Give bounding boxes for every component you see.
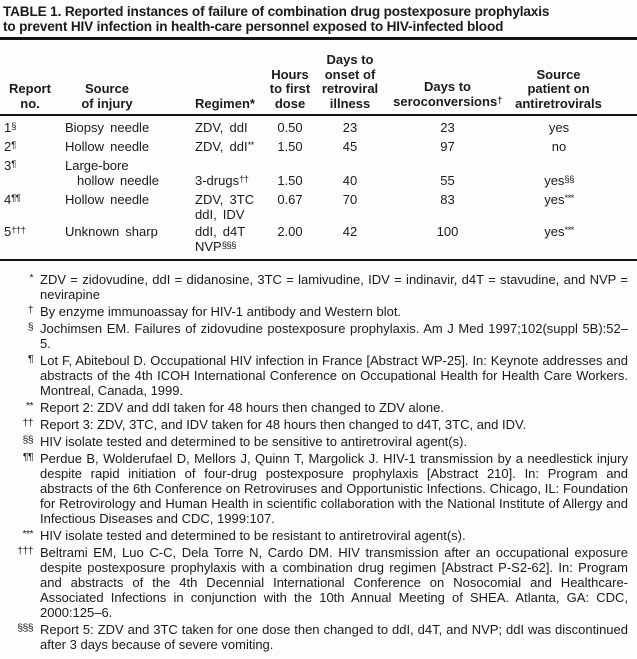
cell-line: 55 — [440, 173, 455, 188]
footnote-reference: ¶ — [11, 159, 16, 170]
table-cell — [265, 223, 315, 260]
cell-line: antiretrovirals — [515, 95, 602, 111]
cell-line: 2.00 — [277, 224, 303, 239]
table-row — [0, 191, 637, 223]
footnote-text: HIV isolate tested and determined to be sensitive to antiretroviral agent(s). — [40, 434, 468, 449]
footnote-marker: * — [29, 272, 33, 284]
column-header-days-to-seroconversion — [385, 40, 510, 115]
table-row — [0, 115, 637, 138]
footnote-reference: †† — [239, 174, 249, 185]
footnote-item — [0, 417, 637, 432]
table-cell — [188, 157, 265, 191]
cell-line: Regimen* — [195, 95, 255, 111]
table-cell — [0, 157, 60, 191]
footnote-reference: *** — [564, 225, 574, 236]
table-cell — [385, 115, 510, 138]
footnote-item — [0, 528, 637, 543]
cell-line: yes§§ — [544, 173, 574, 188]
cell-line — [511, 158, 607, 173]
footnote-marker: ¶¶ — [22, 451, 33, 463]
column-header-regimen — [188, 40, 265, 115]
table-cell — [265, 157, 315, 191]
cell-line: Hollow needle — [65, 192, 150, 207]
table-cell — [510, 191, 637, 223]
cell-line: ZDV, ddI** — [195, 139, 254, 154]
table-cell — [265, 138, 315, 157]
cell-line: 1.50 — [277, 173, 303, 188]
cell-line: no — [551, 139, 567, 154]
cell-line: hollow needle — [77, 173, 160, 188]
table-cell — [60, 157, 188, 191]
table-cell — [0, 138, 60, 157]
footnote-reference: *** — [564, 193, 574, 204]
footnote-text: Perdue B, Wolderufael D, Mellors J, Quinn T, Margolick J. HIV-1 transmission by a needlestick injury despite rapid initiation of four-drug postexposure prophylaxis [Abstract 210]. In: Program and abstracts of the 6th Conference on Retroviruses and Opportunistic Infections. Chicago, IL: Foundation for Retrovirology and Human Health in scientific collaboration with the National Institute of Allergy and Infectious Diseases and CDC, 1999:107. — [40, 451, 628, 526]
cell-line: 23 — [342, 120, 358, 135]
column-header-source-patient — [510, 40, 637, 115]
cell-line: Hours — [271, 66, 309, 82]
cell-line: Days to — [326, 52, 374, 67]
cell-line: 83 — [440, 192, 455, 207]
cell-line: 3-drugs†† — [195, 173, 249, 188]
cell-line: 0.50 — [277, 120, 303, 135]
footnote-item — [0, 545, 637, 620]
table-cell — [60, 138, 188, 157]
cell-line: 1§ — [4, 120, 16, 135]
footnote-reference: † — [497, 94, 502, 106]
footnote-text: Lot F, Abiteboul D. Occupational HIV infection in France [Abstract WP-25]. In: Keynote addresses and abstracts of the 4th ICOH International Conference on Occupational Health for Health Care Workers. Montreal, Canada, 1999. — [40, 353, 628, 398]
column-header-source-of-injury — [60, 40, 188, 115]
cell-line: patient on — [527, 81, 590, 96]
cell-line: 40 — [342, 173, 358, 188]
table-cell — [60, 191, 188, 223]
footnote-marker: §§§ — [17, 622, 33, 634]
cell-line: 5††† — [4, 224, 26, 239]
cell-line — [195, 158, 264, 173]
cell-line: ddI, d4T — [195, 224, 246, 239]
table-cell — [315, 191, 385, 223]
table-cell — [315, 115, 385, 138]
cell-line: dose — [274, 95, 306, 111]
cell-line: 1.50 — [277, 139, 303, 154]
cell-line: seroconversions† — [393, 93, 502, 109]
table-title — [0, 0, 637, 34]
footnote-reference: §§§ — [221, 240, 236, 251]
cell-line: 45 — [342, 139, 358, 154]
table-cell — [0, 191, 60, 223]
footnote-marker: ††† — [17, 545, 33, 557]
footnote-marker: § — [27, 321, 33, 333]
table-row — [0, 138, 637, 157]
footnote-marker: † — [27, 304, 33, 316]
cell-line: 42 — [342, 224, 358, 239]
pep-failures-table — [0, 40, 637, 261]
footnote-text: By enzyme immunoassay for HIV-1 antibody and Western blot. — [40, 304, 402, 319]
footnote-marker: ** — [26, 400, 33, 412]
table-cell — [188, 223, 265, 260]
cell-line: 100 — [436, 224, 459, 239]
cell-line — [386, 158, 509, 173]
footnote-reference: ** — [247, 140, 254, 151]
footnote-item — [0, 434, 637, 449]
footnote-reference: ††† — [11, 225, 26, 236]
cell-line: Source — [536, 66, 581, 82]
cell-line: ZDV, ddI — [195, 120, 248, 135]
cell-line: Report — [9, 81, 51, 96]
footnote-reference: ¶¶ — [11, 193, 21, 204]
cell-line: 2¶ — [4, 139, 16, 154]
table-row — [0, 157, 637, 191]
column-header-hours-to-first-dose — [265, 40, 315, 115]
table-cell — [60, 115, 188, 138]
table-cell — [188, 138, 265, 157]
cell-line — [266, 158, 314, 173]
footnote-reference: §§ — [564, 174, 574, 185]
footnote-text: Jochimsen EM. Failures of zidovudine postexposure prophylaxis. Am J Med 1997;102(suppl 5B):52–5. — [40, 321, 628, 351]
table-cell — [60, 223, 188, 260]
cell-line: no. — [20, 95, 40, 111]
cell-line: illness — [329, 95, 371, 111]
table-cell — [0, 223, 60, 260]
footnote-item — [0, 622, 637, 652]
cell-line: Source — [84, 81, 130, 96]
table-cell — [385, 138, 510, 157]
footnote-text: HIV isolate tested and determined to be resistant to antiretroviral agent(s). — [40, 528, 466, 543]
cell-line: yes*** — [544, 192, 574, 207]
footnote-item — [0, 304, 637, 319]
cell-line: yes — [548, 120, 570, 135]
table-cell — [265, 115, 315, 138]
cell-line: 70 — [342, 192, 358, 207]
table-header — [0, 40, 637, 115]
table-cell — [265, 191, 315, 223]
cell-line: Biopsy needle — [65, 120, 150, 135]
table-cell — [510, 157, 637, 191]
footnote-item — [0, 451, 637, 526]
table-cell — [385, 191, 510, 223]
table-cell — [510, 138, 637, 157]
footnote-item — [0, 400, 637, 415]
footnote-text: ZDV = zidovudine, ddI = didanosine, 3TC = lamivudine, IDV = indinavir, d4T = stavudine, and NVP = nevirapine — [40, 272, 628, 302]
table-cell — [315, 157, 385, 191]
footnote-text: Report 2: ZDV and ddI taken for 48 hours then changed to ZDV alone. — [40, 400, 444, 415]
footnote-item — [0, 321, 637, 351]
footnote-text: Report 5: ZDV and 3TC taken for one dose then changed to ddI, d4T, and NVP; ddI was discontinued after 3 days because of severe vomiting. — [40, 622, 628, 652]
cell-line: 23 — [440, 120, 455, 135]
cell-line: 4¶¶ — [4, 192, 21, 207]
table-cell — [188, 115, 265, 138]
footnote-item — [0, 272, 637, 302]
cell-line: retroviral — [321, 81, 379, 96]
footnote-marker: *** — [22, 528, 33, 540]
footnote-text: Beltrami EM, Luo C-C, Dela Torre N, Cardo DM. HIV transmission after an occupational exposure despite postexposure prophylaxis with a combination drug regimen [Abstract P-S2-62]. In: Program and abstracts of the 4th Decennial International Conference on Nosocomial and Healthcare-Associated Infections in conjunction with the 10th Annual Meeting of SHEA. Atlanta, GA: CDC, 2000:125–6. — [40, 545, 628, 620]
table-row — [0, 223, 637, 260]
cell-line: NVP§§§ — [195, 239, 236, 254]
cell-line — [316, 158, 384, 173]
table-cell — [315, 223, 385, 260]
table-cell — [315, 138, 385, 157]
title-line-2: to prevent HIV infection in health-care personnel exposed to HIV-infected blood — [3, 19, 504, 34]
cell-line: Days to — [424, 79, 471, 94]
table-cell — [510, 115, 637, 138]
cell-line: 0.67 — [277, 192, 303, 207]
footnote-item — [0, 353, 637, 398]
column-header-report-no — [0, 40, 60, 115]
table-body — [0, 115, 637, 260]
cell-line: Large-bore — [65, 158, 129, 173]
table-cell — [510, 223, 637, 260]
cell-line: to first — [269, 81, 311, 96]
cell-line: yes*** — [544, 224, 574, 239]
footnote-marker: †† — [22, 417, 33, 429]
footnote-marker: §§ — [22, 434, 33, 446]
footnote-text: Report 3: ZDV, 3TC, and IDV taken for 48 hours then changed to d4T, 3TC, and IDV. — [40, 417, 527, 432]
table-cell — [385, 223, 510, 260]
header-row — [0, 40, 637, 115]
cell-line: Hollow needle — [65, 139, 150, 154]
cell-line: of injury — [81, 95, 133, 111]
cell-line: ddI, IDV — [195, 207, 245, 222]
cell-line: onset of — [324, 66, 376, 82]
cell-line: Unknown sharp — [65, 224, 158, 239]
table-cell — [188, 191, 265, 223]
footnote-reference: § — [11, 121, 16, 132]
cell-line: ZDV, 3TC — [195, 192, 255, 207]
title-line-1: TABLE 1. Reported instances of failure of combination drug postexposure prophylaxis — [3, 4, 550, 19]
footnote-reference: ¶ — [11, 140, 16, 151]
cell-line: 97 — [440, 139, 455, 154]
table-cell — [385, 157, 510, 191]
footnotes-section — [0, 272, 637, 652]
cell-line: 3¶ — [4, 158, 16, 173]
table-cell — [0, 115, 60, 138]
column-header-days-to-onset — [315, 40, 385, 115]
footnote-marker: ¶ — [27, 353, 33, 365]
